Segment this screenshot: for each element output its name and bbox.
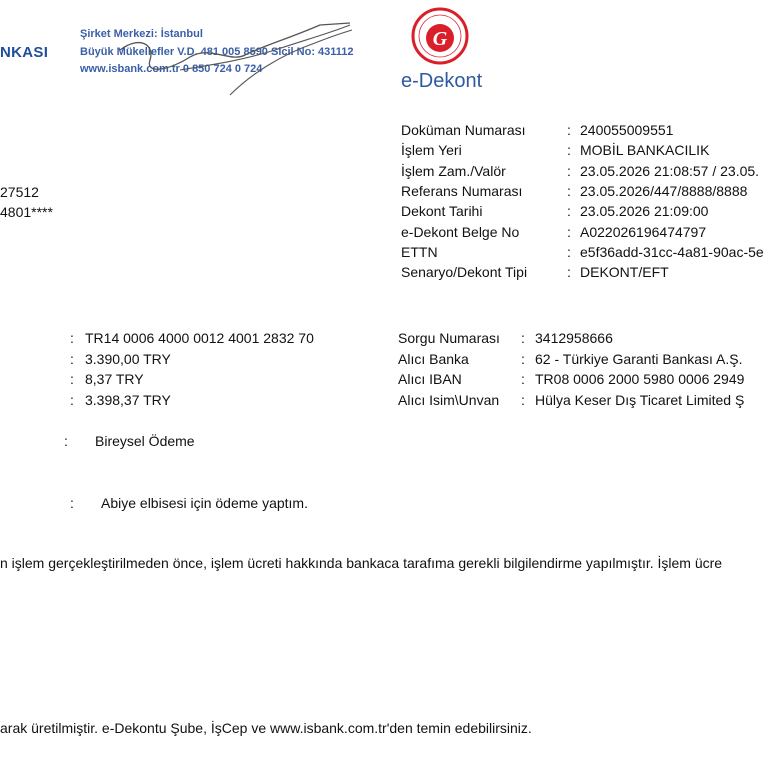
doc-info-value: DEKONT/EFT	[580, 264, 669, 281]
doc-info-label: ETTN	[401, 243, 438, 260]
doc-info-colon: :	[567, 122, 571, 138]
footer-note: arak üretilmiştir. e-Dekontu Şube, İşCep ve www.isbank.com.tr'den temin edebilirsiniz.	[0, 720, 532, 736]
bank-name: NKASI	[0, 44, 49, 61]
receiver-colon: :	[521, 391, 525, 408]
receiver-value: 62 - Türkiye Garanti Bankası A.Ş.	[535, 350, 743, 367]
description-colon: :	[70, 495, 74, 511]
receiver-value: 3412958666	[535, 330, 613, 346]
bank-seal-logo	[410, 6, 470, 66]
doc-info-colon: :	[567, 182, 571, 199]
doc-info-label: Senaryo/Dekont Tipi	[401, 264, 528, 281]
logo-letter: G	[432, 28, 448, 50]
sender-value: 8,37 TRY	[85, 371, 144, 387]
sender-value: 3.398,37 TRY	[85, 391, 171, 408]
doc-info-colon: :	[567, 142, 571, 159]
doc-info-value: 23.05.2026 21:08:57 / 23.05.	[580, 162, 760, 179]
doc-info-label: İşlem Zam./Valör	[401, 162, 506, 179]
card-number-fragment: 4801****	[0, 204, 53, 220]
doc-info-value: 23.05.2026 21:09:00	[580, 203, 709, 220]
sender-value: 3.390,00 TRY	[85, 350, 171, 367]
sender-colon: :	[70, 371, 74, 387]
contact-info: www.isbank.com.tr 0 850 724 0 724	[80, 63, 263, 75]
company-address: Şirket Merkezi: İstanbul	[80, 28, 203, 40]
account-fragment: 27512	[0, 184, 39, 200]
description: Abiye elbisesi için ödeme yaptım.	[101, 495, 308, 511]
doc-info-value: e5f36add-31cc-4a81-90ac-5e	[580, 243, 764, 260]
receiver-label: Alıcı Banka	[398, 350, 469, 367]
doc-info-label: Doküman Numarası	[401, 122, 526, 138]
sender-colon: :	[70, 350, 74, 367]
receiver-label: Sorgu Numarası	[398, 330, 500, 346]
doc-info-colon: :	[567, 264, 571, 281]
sender-colon: :	[70, 330, 74, 346]
doc-info-value: 240055009551	[580, 122, 674, 138]
payment-type-colon: :	[64, 433, 68, 449]
receiver-label: Alıcı Isim\Unvan	[398, 391, 500, 408]
receiver-label: Alıcı IBAN	[398, 371, 462, 387]
doc-info-value: 23.05.2026/447/8888/8888	[580, 182, 748, 199]
tax-office-info: Büyük Mükellefler V.D. 481 005 8590 Sicil No: 431112	[80, 46, 354, 58]
receiver-value: Hülya Keser Dış Ticaret Limited Ş	[535, 391, 745, 408]
receiver-colon: :	[521, 330, 525, 346]
sender-colon: :	[70, 391, 74, 408]
doc-info-value: MOBİL BANKACILIK	[580, 142, 710, 159]
doc-info-value: A022026196474797	[580, 223, 707, 240]
document-title: e-Dekont	[401, 70, 483, 92]
doc-info-colon: :	[567, 203, 571, 220]
receiver-value: TR08 0006 2000 5980 0006 2949	[535, 371, 745, 387]
doc-info-label: Referans Numarası	[401, 182, 523, 199]
doc-info-label: Dekont Tarihi	[401, 203, 483, 220]
doc-info-colon: :	[567, 223, 571, 240]
doc-info-label: İşlem Yeri	[401, 142, 462, 159]
signature-graphic	[80, 15, 370, 105]
fee-disclaimer: n işlem gerçekleştirilmeden önce, işlem ücreti hakkında bankaca tarafıma gerekli bilgilendirme yapılmıştır. İşlem ücre	[0, 555, 723, 571]
doc-info-colon: :	[567, 243, 571, 260]
receiver-colon: :	[521, 350, 525, 367]
doc-info-colon: :	[567, 162, 571, 179]
sender-value: TR14 0006 4000 0012 4001 2832 70	[85, 330, 314, 346]
receiver-colon: :	[521, 371, 525, 387]
payment-type: Bireysel Ödeme	[95, 433, 195, 449]
doc-info-label: e-Dekont Belge No	[401, 223, 520, 240]
